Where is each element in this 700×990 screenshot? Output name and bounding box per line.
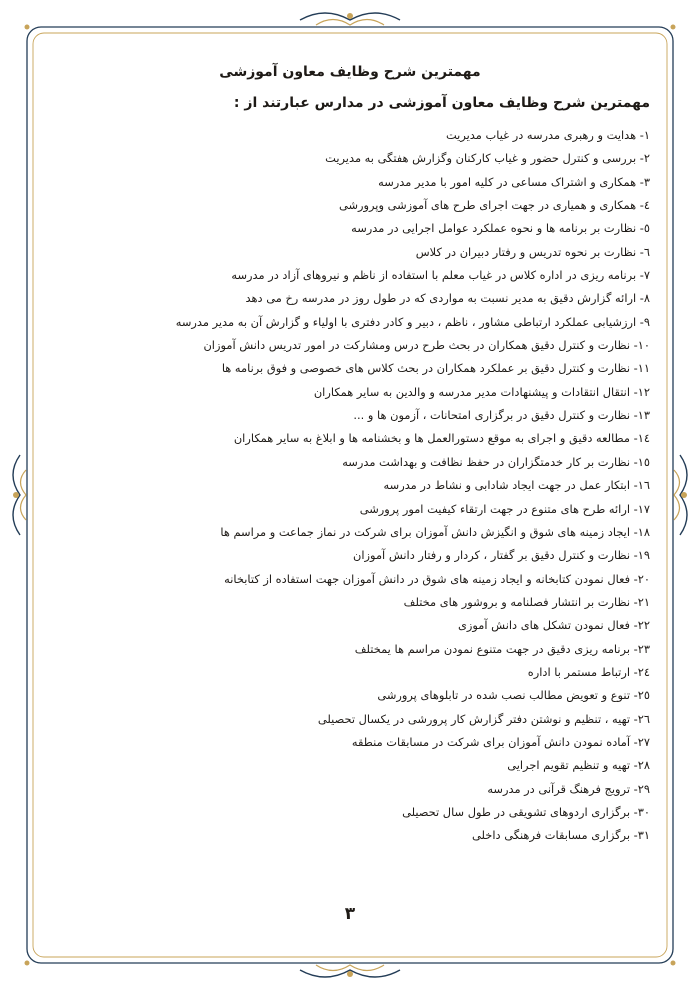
page-title: مهمترین شرح وظایف معاون آموزشی	[219, 64, 481, 80]
list-item: ٤- همکاری و همیاری در جهت اجرای طرح های آموزشی وپرورشی	[338, 198, 650, 213]
list-item: ۱۱- نظارت و کنترل دقیق بر عملکرد همکاران در بحث کلاس های خصوصی و فوق برنامه ها	[221, 361, 650, 376]
list-item: ۲۱- نظارت بر انتشار فصلنامه و بروشور های مختلف	[403, 594, 650, 609]
list-item: ۲۲- فعال نمودن تشکل های دانش آموزی	[458, 618, 650, 633]
list-item: ۱- هدایت و رهبری مدرسه در غیاب مدیریت	[445, 128, 650, 142]
list-item: ۸- ارائه گزارش دقیق به مدیر نسبت به مواردی که در طول روز در مدرسه رخ می دهد	[245, 291, 650, 306]
list-item: ۲٥- تنوع و تعویض مطالب نصب شده در تابلوهای پرورشی	[377, 688, 650, 703]
list-item: ١٥- نظارت بر کار خدمتگزاران در حفظ نظافت و بهداشت مدرسه	[342, 454, 650, 469]
bottom-ornament	[300, 965, 400, 977]
list-item: ١٩- نظارت و کنترل دقیق بر گفتار ، کردار و رفتار دانش آموزان	[353, 548, 650, 563]
right-ornament	[674, 455, 687, 535]
list-item: ۱۳- نظارت و کنترل دقیق در برگزاری امتحانات ، آزمون ها و ...	[353, 408, 650, 423]
list-item: ۲- بررسی و کنترل حضور و غیاب کارکنان وگزارش هفتگی به مدیریت	[325, 151, 650, 166]
duties-list	[40, 124, 650, 848]
list-item: ۲۳- برنامه ریزی دقیق در جهت متنوع نمودن مراسم ها یمختلف	[354, 641, 650, 656]
left-ornament	[13, 455, 26, 535]
list-item: ١٨- ایجاد زمینه های شوق و انگیزش دانش آموزان برای شرکت در نماز جماعت و مراسم ها	[220, 524, 650, 539]
list-item: ۲۸- تهیه و تنظیم تقویم اجرایی	[507, 758, 650, 773]
list-item: ۹- ارزشیابی عملکرد ارتباطی مشاور ، ناظم ، دبیر و کادر دفتری با اولیاء و گزارش آن به مدیر مدرسه	[175, 314, 650, 329]
list-item: ۲٤- ارتباط مستمر با اداره	[527, 664, 650, 679]
list-item: ۱۲- انتقال انتقادات و پیشنهادات مدیر مدرسه و والدین به سایر همکاران	[313, 384, 650, 399]
list-item: ۳- همکاری و اشتراک مساعی در کلیه امور با مدیر مدرسه	[378, 174, 650, 189]
list-item: ۱۰- نظارت و کنترل دقیق همکاران در بحث طرح درس ومشارکت در امور تدریس دانش آموزان	[203, 338, 650, 353]
list-item: ١٧- ارائه طرح های متنوع در جهت ارتقاء کیفیت امور پرورشی	[359, 501, 650, 516]
list-item: ۳۱- برگزاری مسابقات فرهنگی داخلی	[472, 828, 650, 843]
page-number: ٣	[344, 904, 356, 924]
list-item: ۳۰- برگزاری اردوهای تشویقی در طول سال تحصیلی	[402, 804, 650, 819]
list-item: ١٦- ابتکار عمل در جهت ایجاد شادابی و نشاط در مدرسه	[383, 478, 650, 493]
list-item: ١٤- مطالعه دقیق و اجرای به موقع دستورالعمل ها و بخشنامه ها و ابلاغ به سایر همکاران	[233, 431, 650, 446]
list-item: ٦- نظارت بر نحوه تدریس و رفتار دبیران در کلاس	[415, 244, 650, 259]
list-item: ۲۹- ترویج فرهنگ قرآنی در مدرسه	[487, 781, 650, 796]
section-heading: مهمترین شرح وظایف معاون آموزشی در مدارس عبارتند از :	[233, 95, 650, 111]
list-item: ۲٦- تهیه ، تنظیم و نوشتن دفتر گزارش کار پرورشی در یکسال تحصیلی	[317, 711, 650, 726]
list-item: ۷- برنامه ریزی در اداره کلاس در غیاب معلم با استفاده از ناظم و نیروهای آزاد در مدرسه	[231, 268, 650, 283]
list-item: ۲۷- آماده نمودن دانش آموزان برای شرکت در مسابقات منطقه	[351, 734, 650, 749]
list-item: ٥- نظارت بر برنامه ها و نحوه عملکرد عوامل اجرایی در مدرسه	[351, 221, 650, 236]
top-ornament	[300, 13, 400, 25]
list-item: ۲۰- فعال نمودن کتابخانه و ایجاد زمینه های شوق در دانش آموزان جهت استفاده از کتابخانه	[224, 571, 650, 586]
